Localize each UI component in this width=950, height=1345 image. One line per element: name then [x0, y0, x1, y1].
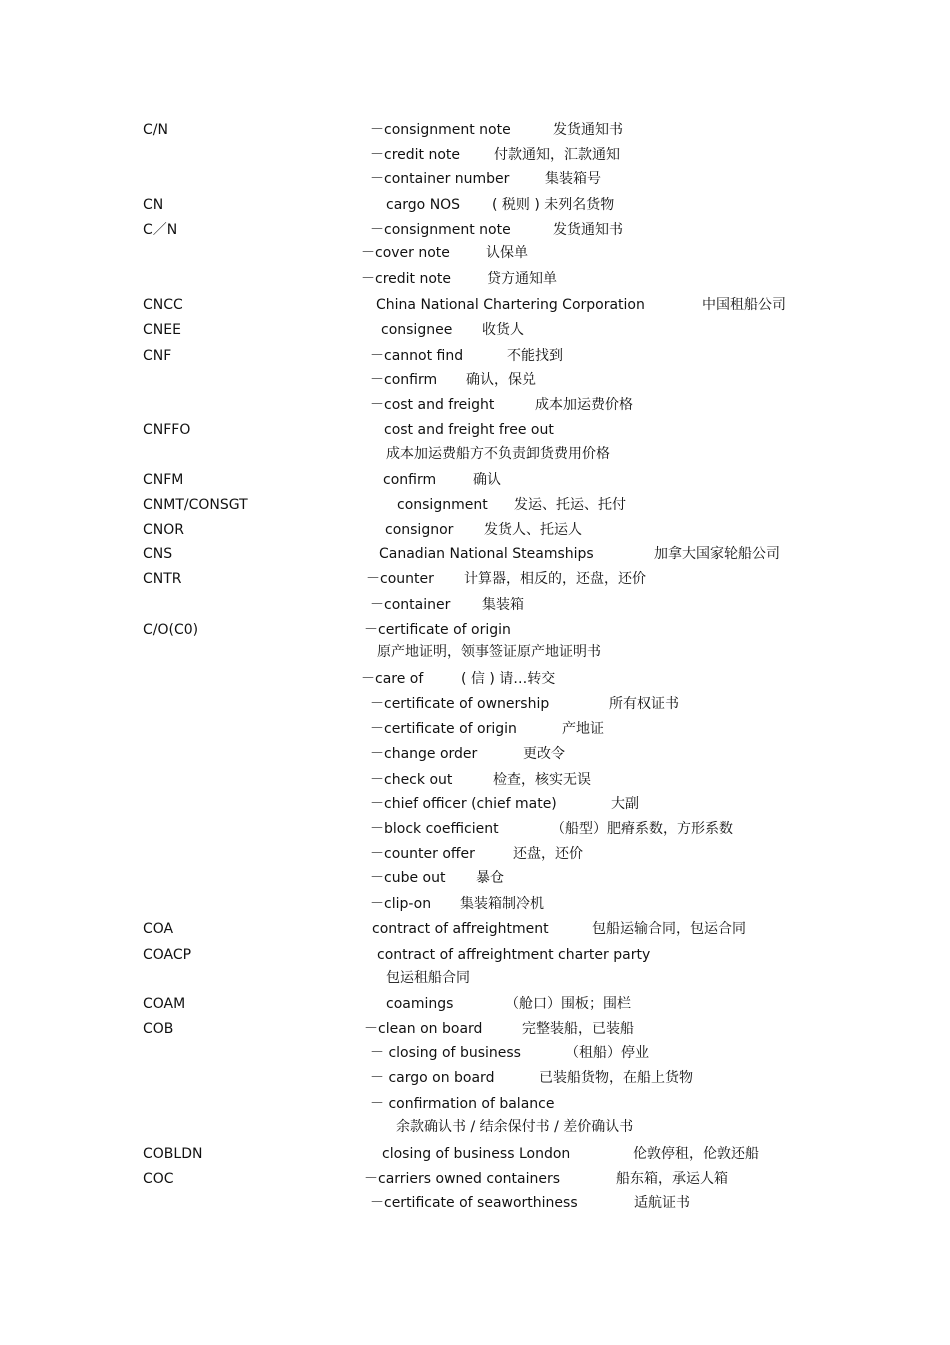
- english-term: －carriers owned containers: [364, 1171, 561, 1187]
- english-term: －consignment note: [370, 222, 511, 238]
- english-term: －certificate of seaworthiness: [370, 1195, 578, 1211]
- english-term: －cost and freight: [370, 397, 495, 413]
- chinese-translation: 余款确认书 / 结余保付书 / 差价确认书: [396, 1119, 634, 1135]
- english-term: consignor: [385, 522, 454, 538]
- chinese-translation: 成本加运费船方不负责卸货费用价格: [386, 446, 610, 462]
- abbreviation: COC: [143, 1171, 174, 1187]
- english-term: － closing of business: [370, 1045, 521, 1061]
- english-term: －cannot find: [370, 348, 464, 364]
- english-term: －certificate of origin: [364, 622, 511, 638]
- english-term: －clean on board: [364, 1021, 483, 1037]
- chinese-translation: ( 信 ) 请…转交: [461, 671, 556, 687]
- abbreviation: CNOR: [143, 522, 184, 538]
- chinese-translation: 中国租船公司: [702, 297, 786, 313]
- english-term: － cargo on board: [370, 1070, 495, 1086]
- english-term: －container: [370, 597, 451, 613]
- abbreviation: COAM: [143, 996, 186, 1012]
- abbreviation: COB: [143, 1021, 174, 1037]
- chinese-translation: 包船运输合同，包运合同: [592, 921, 746, 937]
- abbreviation: C/N: [143, 122, 168, 138]
- chinese-translation: 确认: [473, 472, 501, 488]
- abbreviation: C／N: [143, 222, 178, 238]
- chinese-translation: （租船）停业: [565, 1045, 649, 1061]
- chinese-translation: ( 税则 ) 未列名货物: [492, 197, 615, 213]
- chinese-translation: （船型）肥瘠系数，方形系数: [551, 821, 733, 837]
- chinese-translation: 所有权证书: [609, 696, 679, 712]
- chinese-translation: 发运、托运、托付: [514, 497, 626, 513]
- english-term: －check out: [370, 772, 453, 788]
- english-term: Canadian National Steamships: [379, 546, 594, 562]
- chinese-translation: 适航证书: [634, 1195, 690, 1211]
- abbreviation: COACP: [143, 947, 192, 963]
- english-term: －cube out: [370, 870, 446, 886]
- abbreviation: CNMT/CONSGT: [143, 497, 248, 513]
- english-term: －container number: [370, 171, 510, 187]
- english-term: cost and freight free out: [384, 422, 554, 438]
- english-term: consignee: [381, 322, 453, 338]
- english-term: －credit note: [370, 147, 461, 163]
- abbreviation: CNF: [143, 348, 172, 364]
- english-term: －certificate of ownership: [370, 696, 550, 712]
- english-term: －change order: [370, 746, 478, 762]
- english-term: －block coefficient: [370, 821, 499, 837]
- english-term: －care of: [361, 671, 424, 687]
- english-term: －consignment note: [370, 122, 511, 138]
- chinese-translation: 发货通知书: [553, 122, 623, 138]
- abbreviation: CN: [143, 197, 164, 213]
- english-term: cargo NOS: [386, 197, 461, 213]
- chinese-translation: 成本加运费价格: [535, 397, 633, 413]
- chinese-translation: 贷方通知单: [487, 271, 557, 287]
- abbreviation: CNFM: [143, 472, 184, 488]
- chinese-translation: 检查，核实无误: [493, 772, 591, 788]
- chinese-translation: （舱口）围板；围栏: [505, 996, 631, 1012]
- chinese-translation: 付款通知，汇款通知: [494, 147, 620, 163]
- chinese-translation: 暴仓: [476, 870, 504, 886]
- chinese-translation: 收货人: [482, 322, 524, 338]
- english-term: closing of business London: [382, 1146, 571, 1162]
- chinese-translation: 集装箱号: [545, 171, 601, 187]
- english-term: － confirmation of balance: [370, 1096, 555, 1112]
- english-term: confirm: [383, 472, 437, 488]
- chinese-translation: 已装船货物，在船上货物: [539, 1070, 693, 1086]
- english-term: China National Chartering Corporation: [376, 297, 645, 313]
- chinese-translation: 船东箱，承运人箱: [616, 1171, 728, 1187]
- english-term: coamings: [386, 996, 454, 1012]
- chinese-translation: 加拿大国家轮船公司: [654, 546, 780, 562]
- english-term: －cover note: [361, 245, 450, 261]
- chinese-translation: 原产地证明，领事签证原产地证明书: [377, 644, 601, 660]
- chinese-translation: 计算器，相反的，还盘，还价: [464, 571, 646, 587]
- abbreviation: C/O(C0): [143, 622, 199, 638]
- english-term: －confirm: [370, 372, 438, 388]
- english-term: contract of affreightment: [372, 921, 549, 937]
- chinese-translation: 完整装船，已装船: [522, 1021, 634, 1037]
- english-term: consignment: [397, 497, 488, 513]
- abbreviation: COBLDN: [143, 1146, 203, 1162]
- chinese-translation: 确认，保兑: [466, 372, 536, 388]
- abbreviation: CNCC: [143, 297, 183, 313]
- english-term: contract of affreightment charter party: [377, 947, 651, 963]
- abbreviation: CNTR: [143, 571, 182, 587]
- chinese-translation: 产地证: [562, 721, 604, 737]
- chinese-translation: 发货人、托运人: [484, 522, 582, 538]
- chinese-translation: 发货通知书: [553, 222, 623, 238]
- abbreviation: COA: [143, 921, 174, 937]
- english-term: －counter: [366, 571, 434, 587]
- chinese-translation: 伦敦停租，伦敦还船: [633, 1146, 759, 1162]
- abbreviation: CNEE: [143, 322, 181, 338]
- chinese-translation: 不能找到: [507, 348, 563, 364]
- english-term: －certificate of origin: [370, 721, 517, 737]
- chinese-translation: 更改令: [523, 746, 565, 762]
- english-term: －credit note: [361, 271, 452, 287]
- abbreviation: CNFFO: [143, 422, 191, 438]
- abbreviation: CNS: [143, 546, 173, 562]
- english-term: －chief officer (chief mate): [370, 796, 557, 812]
- english-term: －clip-on: [370, 896, 432, 912]
- chinese-translation: 包运租船合同: [386, 970, 470, 986]
- chinese-translation: 集装箱制冷机: [460, 896, 544, 912]
- chinese-translation: 大副: [611, 796, 639, 812]
- chinese-translation: 集装箱: [482, 597, 524, 613]
- chinese-translation: 认保单: [486, 245, 528, 261]
- chinese-translation: 还盘，还价: [513, 846, 583, 862]
- english-term: －counter offer: [370, 846, 475, 862]
